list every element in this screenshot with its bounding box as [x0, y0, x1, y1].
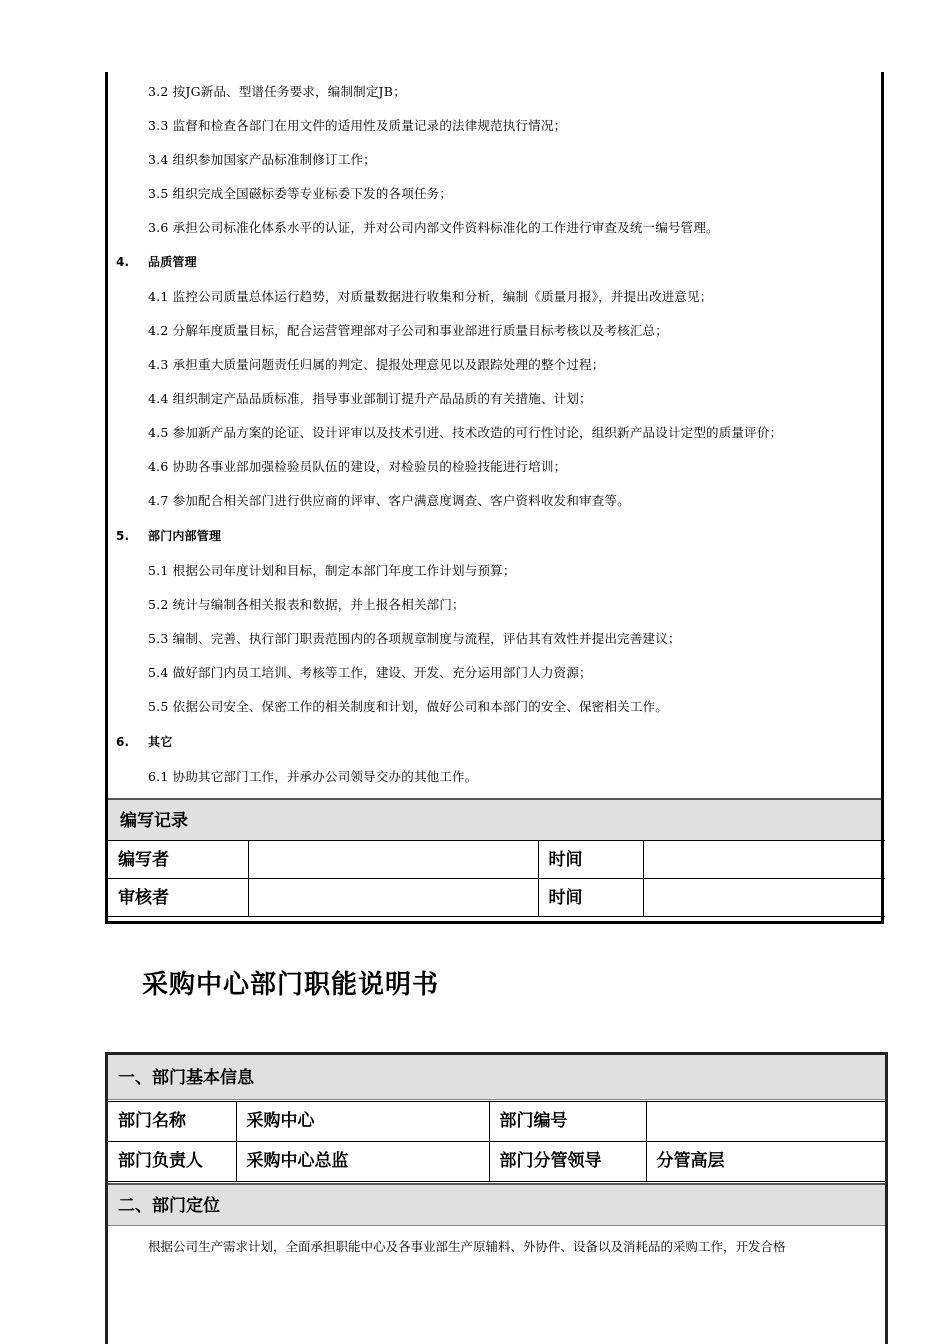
list-item: 4.7 参加配合相关部门进行供应商的评审、客户满意度调查、客户资料收发和审查等。 [148, 493, 630, 508]
reviewer-label: 审核者 [108, 879, 248, 917]
list-item: 4.6 协助各事业部加强检验员队伍的建设，对检验员的检验技能进行培训； [148, 459, 567, 474]
list-item: 4.4 组织制定产品品质标准，指导事业部制订提升产品品质的有关措施、计划； [148, 391, 592, 406]
list-item: 4.2 分解年度质量目标，配合运营管理部对子公司和事业部进行质量目标考核以及考核汇总； [148, 323, 668, 338]
list-item: 4.1 监控公司质量总体运行趋势，对质量数据进行收集和分析，编制《质量月报》，并提出改进意见； [148, 289, 713, 304]
record-table [108, 840, 885, 917]
section-number: 5. [116, 529, 130, 543]
dept-name-label: 部门名称 [108, 1102, 236, 1142]
author-value[interactable] [248, 841, 538, 879]
list-item: 6.1 协助其它部门工作，并承办公司领导交办的其他工作。 [148, 769, 478, 784]
time-label: 时间 [538, 879, 643, 917]
list-item: 3.4 组织参加国家产品标准制修订工作； [148, 152, 376, 167]
time-value[interactable] [643, 879, 885, 917]
section-title: 品质管理 [148, 255, 197, 269]
basic-info-table [108, 1101, 885, 1182]
record-header-row [108, 798, 881, 841]
time-value[interactable] [643, 841, 885, 879]
section-heading-other [116, 733, 172, 750]
section-heading-internal [116, 527, 221, 544]
section-heading-quality [116, 253, 197, 270]
author-label: 编写者 [108, 841, 248, 879]
basic-info-header-row [108, 1055, 885, 1100]
list-item: 5.3 编制、完善、执行部门职责范围内的各项规章制度与流程，评估其有效性并提出完善建议； [148, 631, 681, 646]
list-item: 5.5 依据公司安全、保密工作的相关制度和计划，做好公司和本部门的安全、保密相关工作。 [148, 699, 668, 714]
table-row [108, 841, 885, 879]
list-item: 4.3 承担重大质量问题责任归属的判定、提报处理意见以及跟踪处理的整个过程； [148, 357, 605, 372]
section-number: 4. [116, 255, 130, 269]
page-title: 采购中心部门职能说明书 [142, 970, 440, 1000]
table-row [108, 879, 885, 917]
list-item: 3.3 监督和检查各部门在用文件的适用性及质量记录的法律规范执行情况； [148, 118, 567, 133]
leader-label: 部门负责人 [108, 1142, 236, 1182]
table-row [108, 1102, 885, 1142]
section-title: 部门内部管理 [148, 529, 222, 543]
list-item: 5.1 根据公司年度计划和目标，制定本部门年度工作计划与预算； [148, 563, 516, 578]
record-header: 编写记录 [120, 811, 188, 831]
position-header: 二、部门定位 [118, 1196, 220, 1216]
dept-no-value[interactable] [646, 1102, 885, 1142]
time-label: 时间 [538, 841, 643, 879]
leader-value: 采购中心总监 [236, 1142, 489, 1182]
list-item: 3.2 按JG新品、型谱任务要求，编制制定JB； [148, 84, 406, 99]
responsibilities-frame [105, 72, 884, 924]
supervisor-label: 部门分管领导 [489, 1142, 646, 1182]
position-header-row [108, 1183, 885, 1226]
table-row [108, 1142, 885, 1182]
list-item: 5.2 统计与编制各相关报表和数据，并上报各相关部门； [148, 597, 465, 612]
dept-name-value: 采购中心 [236, 1102, 489, 1142]
department-info-frame [105, 1052, 888, 1344]
list-item: 4.5 参加新产品方案的论证、设计评审以及技术引进、技术改造的可行性讨论，组织新产品设计定型的质量评价； [148, 425, 783, 440]
section-number: 6. [116, 735, 130, 749]
position-text: 根据公司生产需求计划，全面承担职能中心及各事业部生产原辅料、外协件、设备以及消耗品的采购工作，开发合格 [148, 1239, 786, 1254]
list-item: 3.6 承担公司标准化体系水平的认证，并对公司内部文件资料标准化的工作进行审查及统一编号管理。 [148, 220, 719, 235]
list-item: 3.5 组织完成全国磁标委等专业标委下发的各项任务； [148, 186, 453, 201]
list-item: 5.4 做好部门内员工培训、考核等工作，建设、开发、充分运用部门人力资源； [148, 665, 592, 680]
supervisor-value: 分管高层 [646, 1142, 885, 1182]
dept-no-label: 部门编号 [489, 1102, 646, 1142]
basic-info-header: 一、部门基本信息 [118, 1068, 254, 1088]
section-title: 其它 [148, 735, 173, 749]
reviewer-value[interactable] [248, 879, 538, 917]
